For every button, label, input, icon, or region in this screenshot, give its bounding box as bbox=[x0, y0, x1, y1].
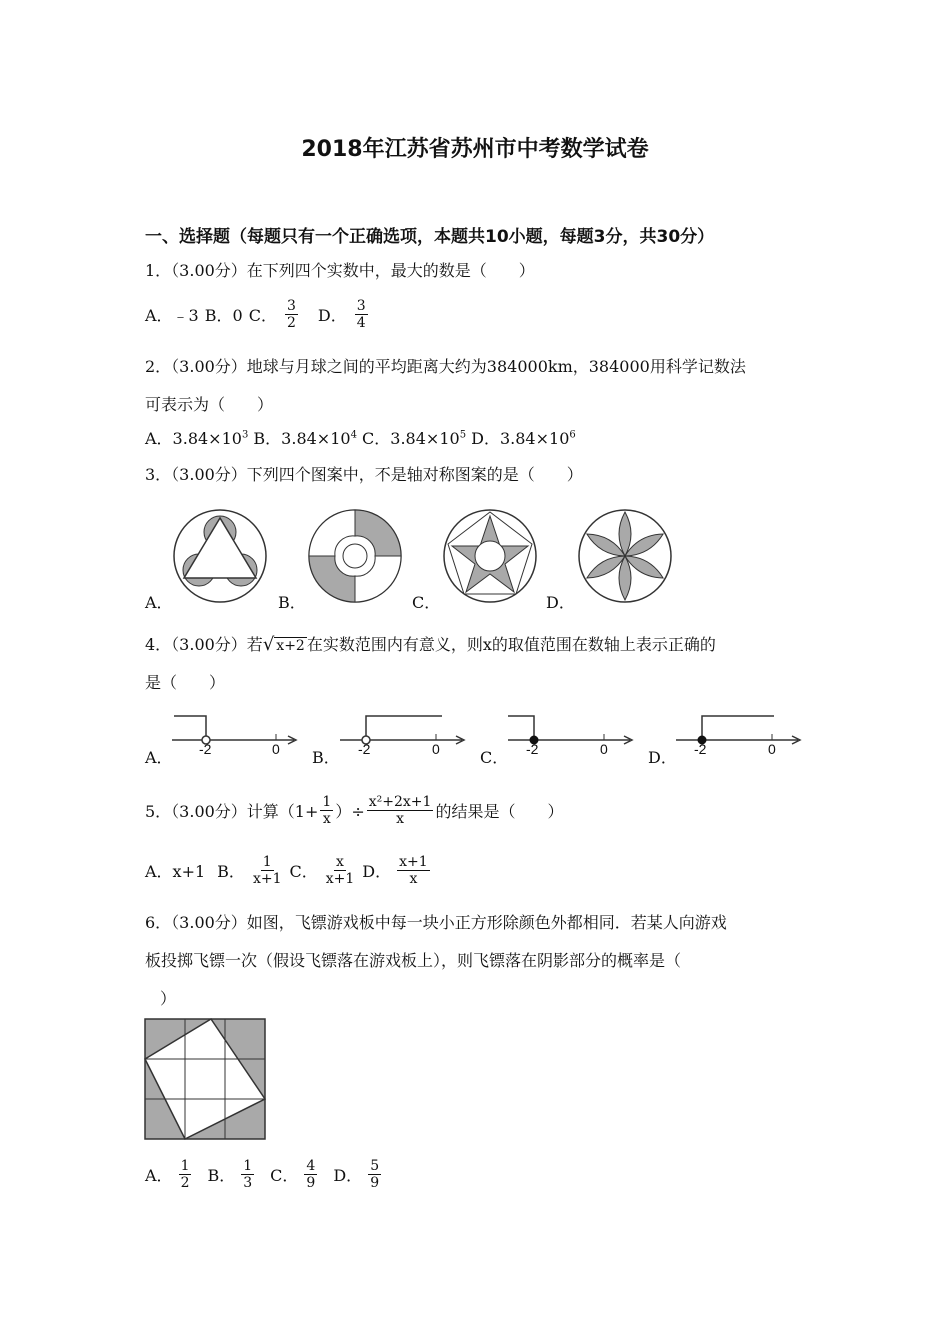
q4-a-tick-0: 0 bbox=[272, 741, 280, 757]
q4-label-b: B． bbox=[312, 748, 340, 767]
q2-option-c: C．3.84×10 bbox=[362, 429, 460, 448]
q4-c-tick-neg2: -2 bbox=[526, 741, 539, 757]
q6-option-b-fraction: $\frac{1}{3}$ bbox=[243, 1158, 253, 1191]
q6-option-a: A． bbox=[145, 1166, 173, 1185]
q5-option-c-fraction: $\frac{x}{x+1}$ bbox=[325, 854, 355, 887]
q1-option-c: C． bbox=[248, 306, 277, 325]
q3-stem: 3．（3.00分）下列四个图案中，不是轴对称图案的是（ ） bbox=[145, 465, 583, 484]
section-heading: 一、选择题（每题只有一个正确选项，本题共10小题，每题3分，共30分） bbox=[145, 227, 715, 247]
q2-option-b: B．3.84×10 bbox=[253, 429, 351, 448]
q4-b-tick-0: 0 bbox=[432, 741, 440, 757]
q5-option-a: A．x+1 bbox=[145, 862, 206, 881]
q6-option-a-fraction: $\frac{1}{2}$ bbox=[180, 1158, 190, 1191]
q6-option-b: B． bbox=[207, 1166, 236, 1185]
q5-options bbox=[145, 854, 432, 887]
q4-numberline-b bbox=[336, 712, 471, 760]
q6-option-c-fraction: $\frac{4}{9}$ bbox=[306, 1158, 316, 1191]
q6-dartboard-figure bbox=[144, 1018, 266, 1140]
q2-option-d: D．3.84×10 bbox=[471, 429, 570, 448]
q3-figure-d bbox=[575, 506, 675, 606]
q4-c-tick-0: 0 bbox=[600, 741, 608, 757]
q4-d-tick-neg2: -2 bbox=[694, 741, 707, 757]
q5-option-d: D． bbox=[362, 862, 392, 881]
q2-options: A．$3.84\times 10^3$ B．$3.84\times 10^4$ C．$3.84\times 10^5$ D．$3.84\times 10^6$ bbox=[145, 429, 576, 448]
q1-option-b: B．0 bbox=[204, 306, 243, 325]
q4-numberline-a bbox=[168, 712, 303, 760]
q2-option-a: A．3.84×10 bbox=[145, 429, 242, 448]
q6-stem-line1: 6．（3.00分）如图，飞镖游戏板中每一块小正方形除颜色外都相同．若某人向游戏 bbox=[145, 913, 727, 932]
q4-numberline-d bbox=[672, 712, 807, 760]
q4-stem-line1: 4．（3.00分）若√ x+2 在实数范围内有意义，则x的取值范围在数轴上表示正确的 bbox=[145, 634, 716, 655]
q4-stem-line2: 是（ ） bbox=[145, 673, 226, 692]
q3-label-a: A． bbox=[145, 593, 173, 612]
q2-stem-line1: 2．（3.00分）地球与月球之间的平均距离大约为384000km，384000用科学记数法 bbox=[145, 357, 746, 376]
q3-figure-b bbox=[305, 506, 405, 606]
q5-option-b-fraction: $\frac{1}{x+1}$ bbox=[252, 854, 282, 887]
q4-radicand: x+2 bbox=[276, 638, 305, 654]
q5-fraction-2: $\frac{\text{x²+2x+1}}{x}$ bbox=[368, 794, 432, 827]
q1-option-d: D． bbox=[317, 306, 347, 325]
q5-option-c: C． bbox=[289, 862, 318, 881]
q3-label-d: D． bbox=[546, 593, 575, 612]
q6-option-d-fraction: $\frac{5}{9}$ bbox=[370, 1158, 380, 1191]
page-title: 2018年江苏省苏州市中考数学试卷 bbox=[301, 137, 649, 162]
q6-option-c: C． bbox=[270, 1166, 299, 1185]
q5-option-b: B． bbox=[217, 862, 245, 881]
q1-options bbox=[145, 298, 370, 331]
q1-stem: 1．（3.00分）在下列四个实数中，最大的数是（ ） bbox=[145, 261, 535, 280]
q1-option-a: A．﹣3 bbox=[145, 306, 199, 325]
q6-options bbox=[145, 1158, 383, 1191]
q5-option-d-fraction: $\frac{x+1}{x}$ bbox=[399, 854, 428, 887]
q2-stem-line2: 可表示为（ ） bbox=[145, 395, 274, 414]
q5-fraction-1: $\frac{1}{x}$ bbox=[322, 794, 332, 827]
q5-stem: 5．（3.00分）计算（1+ $\frac{1}{x}$ ）÷ $\frac{\text{x²+2x+1}}{x}$ 的结果是（ ） bbox=[145, 794, 564, 827]
q1-option-c-fraction: $\frac{3}{2}$ bbox=[286, 298, 296, 331]
q3-label-c: C． bbox=[412, 593, 441, 612]
q4-label-a: A． bbox=[145, 748, 173, 767]
q4-label-d: D． bbox=[648, 748, 677, 767]
q3-figure-c bbox=[440, 506, 540, 606]
q1-option-d-fraction: $\frac{3}{4}$ bbox=[356, 298, 366, 331]
q4-numberline-c bbox=[504, 712, 639, 760]
q3-label-b: B． bbox=[278, 593, 306, 612]
q6-stem-line2: 板投掷飞镖一次（假设飞镖落在游戏板上），则飞镖落在阴影部分的概率是（ bbox=[145, 951, 682, 970]
q4-a-tick-neg2: -2 bbox=[199, 741, 212, 757]
q4-label-c: C． bbox=[480, 748, 509, 767]
q6-option-d: D． bbox=[333, 1166, 363, 1185]
q3-figure-a bbox=[170, 506, 270, 606]
q4-d-tick-0: 0 bbox=[768, 741, 776, 757]
q6-stem-line3: ） bbox=[160, 989, 177, 1008]
q4-b-tick-neg2: -2 bbox=[358, 741, 371, 757]
